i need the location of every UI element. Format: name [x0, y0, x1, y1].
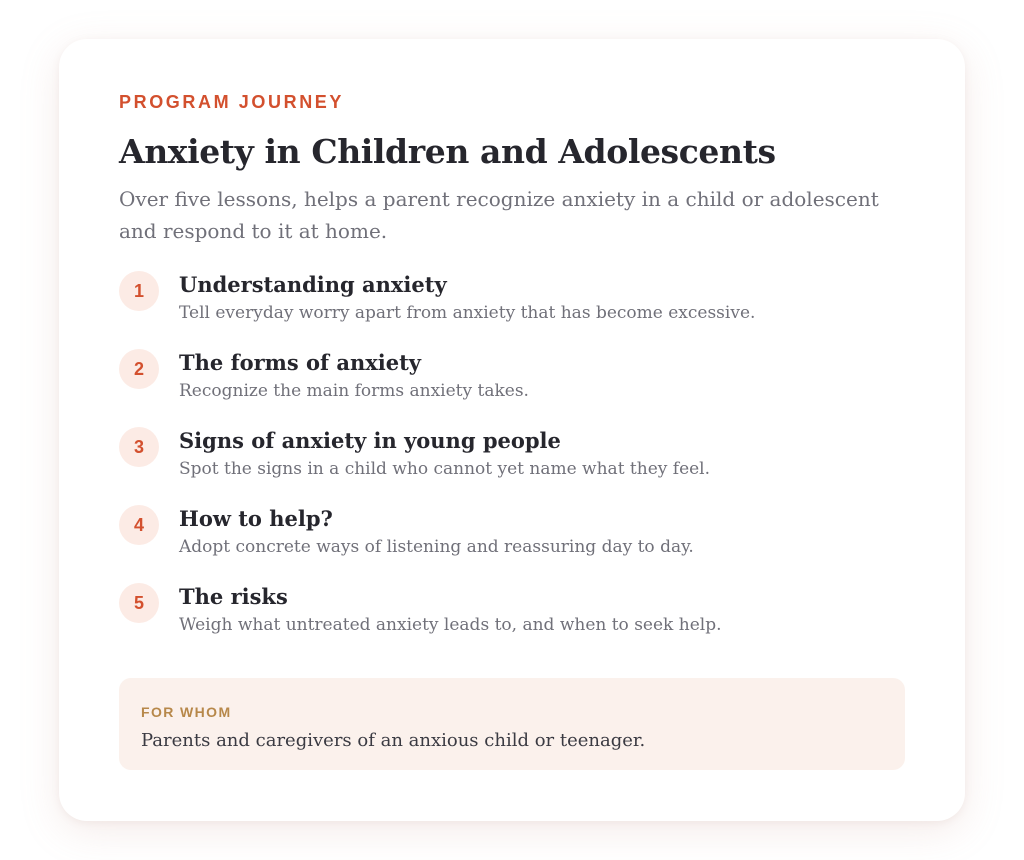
lesson-item-4: [119, 503, 905, 581]
lesson-title: Understanding anxiety: [179, 272, 447, 297]
lesson-description: Recognize the main forms anxiety takes.: [179, 381, 529, 401]
lesson-description: Adopt concrete ways of listening and reassuring day to day.: [179, 537, 694, 557]
lesson-number-badge: 2: [119, 349, 159, 389]
lesson-description: Spot the signs in a child who cannot yet name what they feel.: [179, 459, 711, 479]
lesson-number-badge: 4: [119, 505, 159, 545]
audience-callout: [119, 678, 905, 770]
page-title: Anxiety in Children and Adolescents: [119, 132, 776, 171]
lesson-item-5: [119, 581, 905, 659]
lesson-number-badge: 1: [119, 271, 159, 311]
audience-text: Parents and caregivers of an anxious child or teenager.: [141, 730, 646, 751]
lesson-description: Weigh what untreated anxiety leads to, and when to seek help.: [179, 615, 722, 635]
audience-label: FOR WHOM: [141, 704, 232, 720]
lesson-item-1: [119, 269, 905, 347]
lesson-title: Signs of anxiety in young people: [179, 428, 561, 453]
lesson-title: The forms of anxiety: [179, 350, 422, 375]
lesson-item-2: [119, 347, 905, 425]
eyebrow-label: PROGRAM JOURNEY: [119, 92, 345, 112]
lesson-title: How to help?: [179, 506, 333, 531]
lesson-number-badge: 3: [119, 427, 159, 467]
program-description: Over five lessons, helps a parent recognize anxiety in a child or adolescent and respond to it at home.: [119, 187, 879, 243]
lesson-description: Tell everyday worry apart from anxiety that has become excessive.: [179, 303, 756, 323]
lesson-title: The risks: [179, 584, 288, 609]
lesson-number-badge: 5: [119, 583, 159, 623]
lesson-item-3: [119, 425, 905, 503]
program-journey-card: [59, 39, 965, 821]
lesson-list: [119, 269, 905, 659]
